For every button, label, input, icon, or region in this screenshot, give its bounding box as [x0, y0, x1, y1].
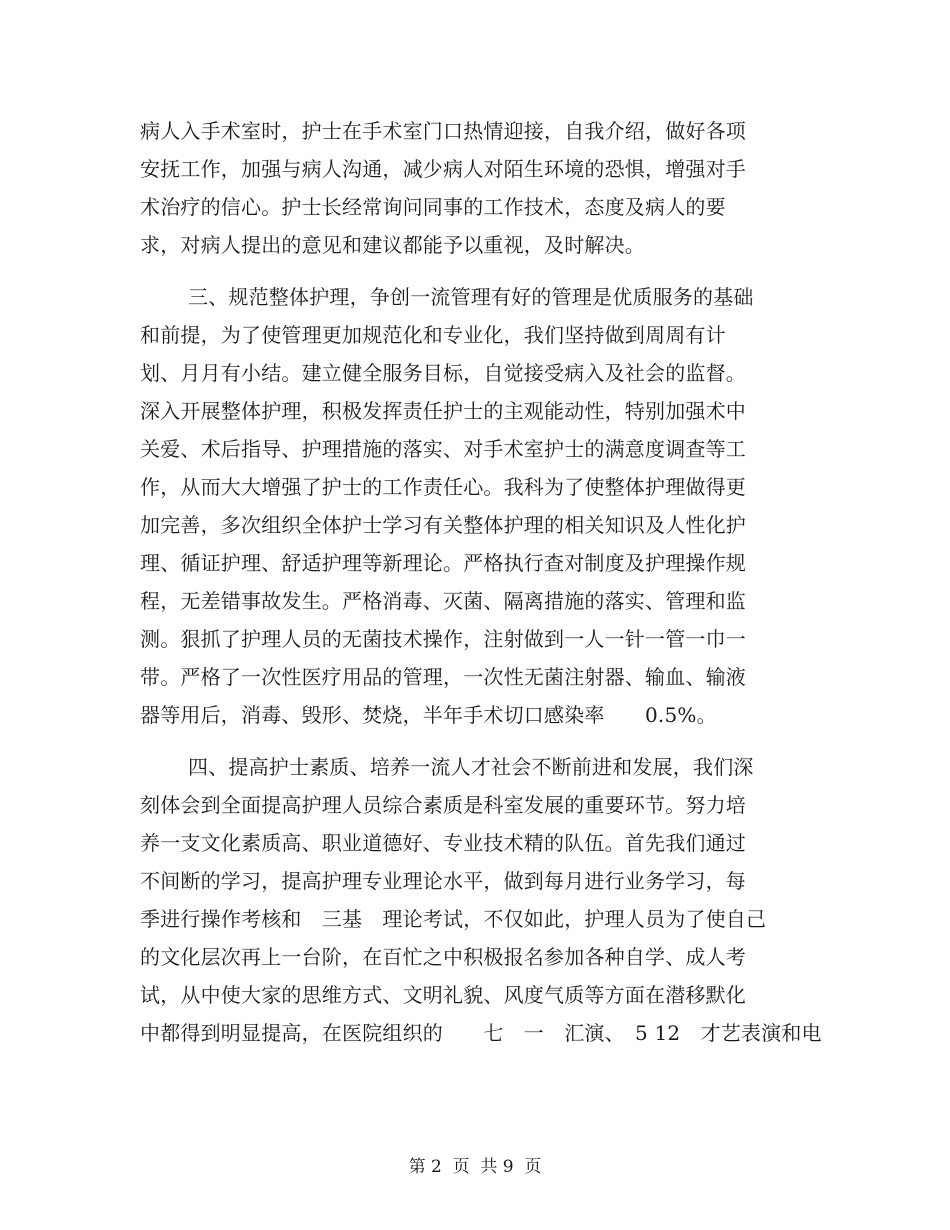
- text-line: 关爱、术后指导、护理措施的落实、对手术室护士的满意度调查等工: [140, 437, 746, 461]
- page-number-footer: 第 2 页 共 9 页: [408, 1157, 542, 1177]
- text-line: 病人入手术室时，护士在手术室门口热情迎接，自我介绍，做好各项: [140, 119, 746, 143]
- text-line: 安抚工作，加强与病人沟通，减少病人对陌生环境的恐惧，增强对手: [140, 157, 746, 181]
- text-line: 养一支文化素质高、职业道德好、专业技术精的队伍。首先我们通过: [140, 831, 746, 855]
- text-line: 试，从中使大家的思维方式、文明礼貌、风度气质等方面在潜移默化: [140, 983, 746, 1007]
- text-line: 不间断的学习，提高护理专业理论水平，做到每月进行业务学习，每: [140, 869, 746, 893]
- text-line: 三、规范整体护理，争创一流管理有好的管理是优质服务的基础: [188, 285, 754, 309]
- text-line: 加完善，多次组织全体护士学习有关整体护理的相关知识及人性化护: [140, 513, 746, 537]
- text-line: 中都得到明显提高，在医院组织的 七 一 汇演、 5 12 才艺表演和电: [140, 1021, 822, 1045]
- text-line: 求，对病人提出的意见和建议都能予以重视，及时解决。: [140, 233, 645, 257]
- text-line: 程，无差错事故发生。严格消毒、灭菌、隔离措施的落实、管理和监: [140, 589, 746, 613]
- text-line: 带。严格了一次性医疗用品的管理，一次性无菌注射器、输血、输液: [140, 665, 746, 689]
- text-line: 的文化层次再上一台阶，在百忙之中积极报名参加各种自学、成人考: [140, 945, 746, 969]
- text-line: 和前提，为了使管理更加规范化和专业化，我们坚持做到周周有计: [140, 323, 726, 347]
- text-line: 理、循证护理、舒适护理等新理论。严格执行查对制度及护理操作规: [140, 551, 746, 575]
- text-line: 划、月月有小结。建立健全服务目标，自觉接受病入及社会的监督。: [140, 361, 746, 385]
- text-line: 深入开展整体护理，积极发挥责任护士的主观能动性，特别加强术中: [140, 399, 746, 423]
- text-line: 术治疗的信心。护士长经常询问同事的工作技术，态度及病人的要: [140, 195, 726, 219]
- text-line: 刻体会到全面提高护理人员综合素质是科室发展的重要环节。努力培: [140, 793, 746, 817]
- text-line: 测。狠抓了护理人员的无菌技术操作，注射做到一人一针一管一巾一: [140, 627, 746, 651]
- text-line: 器等用后，消毒、毁形、焚烧，半年手术切口感染率 0.5%。: [140, 703, 717, 727]
- text-line: 作，从而大大增强了护士的工作责任心。我科为了使整体护理做得更: [140, 475, 746, 499]
- text-line: 四、提高护士素质、培养一流人才社会不断前进和发展，我们深: [188, 755, 754, 779]
- text-line: 季进行操作考核和 三基 理论考试，不仅如此，护理人员为了使自己: [140, 907, 767, 931]
